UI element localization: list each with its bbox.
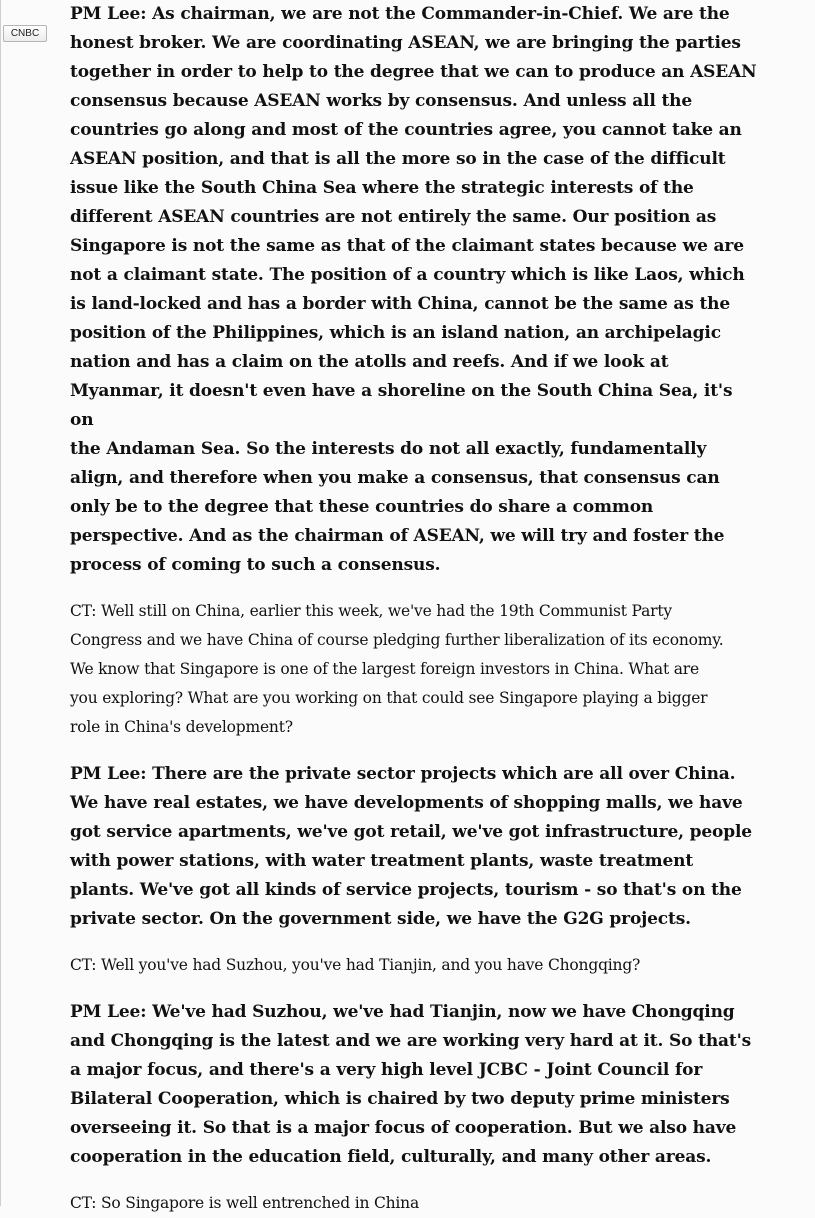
ct-question-entrenched: CT: So Singapore is well entrenched in China <box>70 1194 420 1212</box>
pm-lee-answer-g2g-projects: PM Lee: We've had Suzhou, we've had Tianjin, now we have Chongqing and Chongqing is the latest and we are working very hard at it. So that's a major focus, and there's a very high level JCBC - Joint Council for Bilateral Cooperation, which is chaired by two deputy prime ministers overseeing it. So that is a major focus of cooperation. But we also have cooperation in the education field, culturally, and many other areas. <box>70 1002 752 1167</box>
ct-question-china-development: CT: Well still on China, earlier this week, we've had the 19th Communist Party Congress and we have China of course pledging further liberalization of its economy. We know that Singapore is one of the largest foreign investors in China. What are you exploring? What are you working on that could see Singapore playing a bigger role in China's development? <box>70 602 724 736</box>
cnbc-source-button[interactable]: CNBC <box>3 25 47 42</box>
pm-lee-answer-china-projects: PM Lee: There are the private sector projects which are all over China. We have real estates, we have developments of shopping malls, we have got service apartments, we've got retail, we've got infrastructure, people with power stations, with water treatment plants, waste treatment plants. We've got all kinds of service projects, tourism - so that's on the private sector. On the government side, we have the G2G projects. <box>70 764 752 929</box>
pm-lee-answer-asean-consensus: PM Lee: As chairman, we are not the Commander-in-Chief. We are the honest broker. We are coordinating ASEAN, we are bringing the parties together in order to help to the degree that we can to produce an ASEAN consensus because ASEAN works by consensus. And unless all the countries go along and most of the countries agree, you cannot take an ASEAN position, and that is all the more so in the case of the difficult issue like the South China Sea where the strategic interests of the different ASEAN countries are not entirely the same. Our position as Singapore is not the same as that of the claimant states because we are not a claimant state. The position of a country which is like Laos, which is land-locked and has a border with China, cannot be the same as the position of the Philippines, which is an island nation, an archipelagic nation and has a claim on the atolls and reefs. And if we look at Myanmar, it doesn't even have a shoreline on the South China Sea, it's on the Andaman Sea. So the interests do not all exactly, fundamentally align, and therefore when you make a consensus, that consensus can only be to the degree that these countries do share a common perspective. And as the chairman of ASEAN, we will try and foster the process of coming to such a consensus. <box>70 4 757 575</box>
ct-question-suzhou-tianjin: CT: Well you've had Suzhou, you've had Tianjin, and you have Chongqing? <box>70 956 641 974</box>
page-left-border <box>0 0 1 1206</box>
interview-transcript <box>70 0 760 1218</box>
